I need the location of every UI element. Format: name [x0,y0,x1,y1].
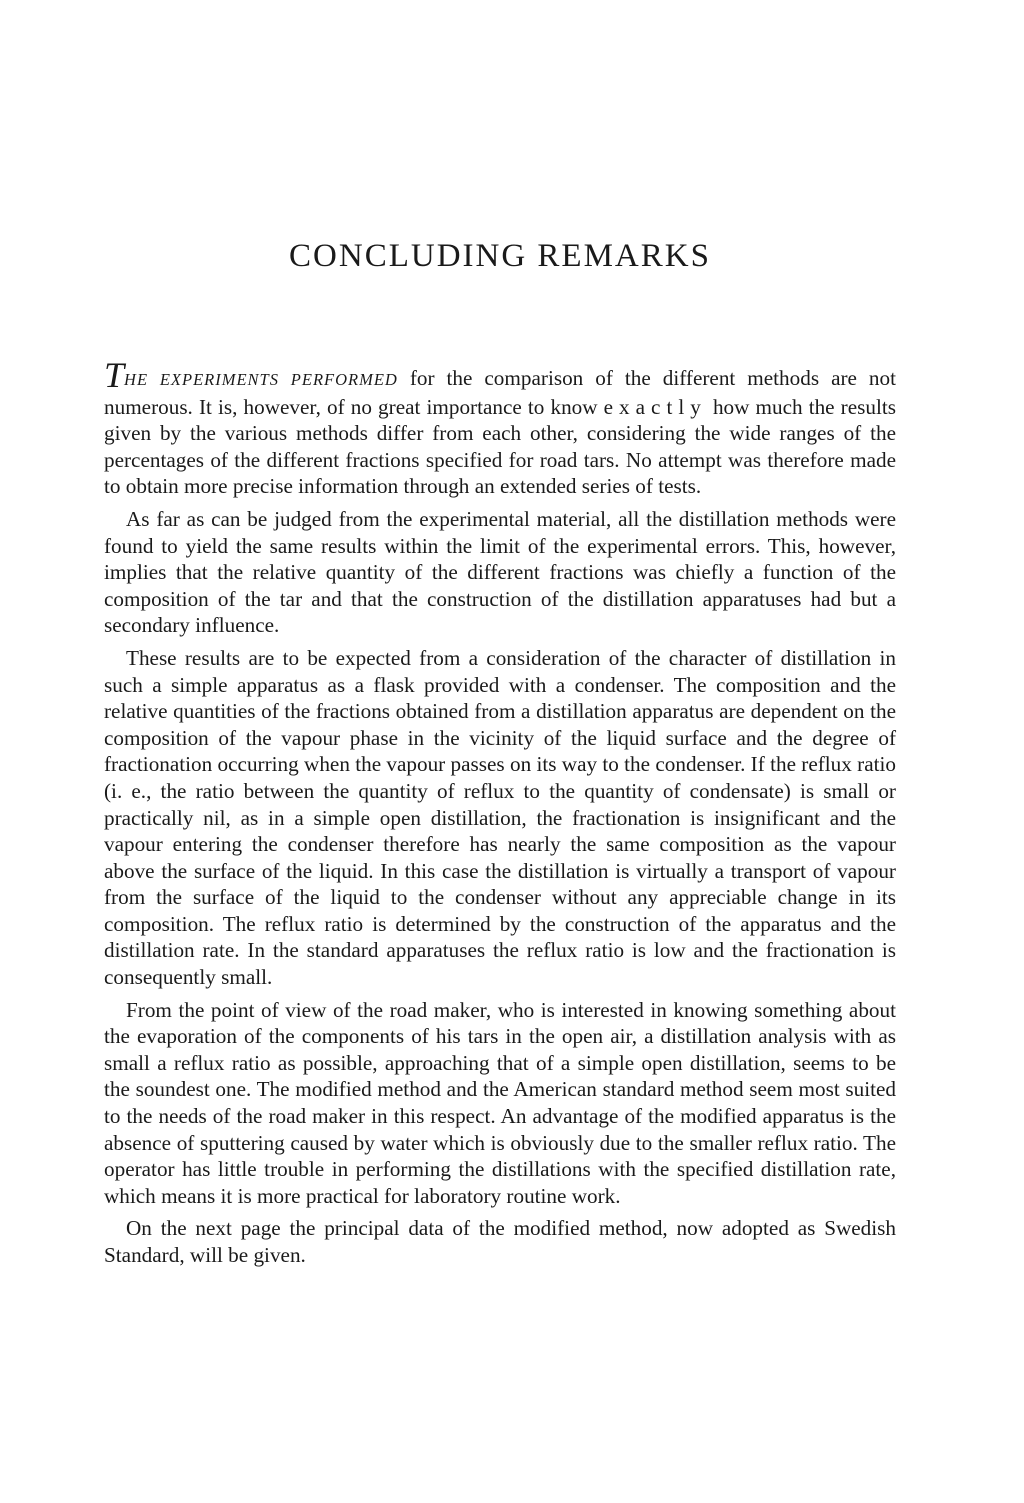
page-title: CONCLUDING REMARKS [289,238,711,274]
paragraph-4: From the point of view of the road maker, who is interested in knowing something about the evaporation of the components of his tars in the open air, a distillation analysis with as small a reflux ratio as possible, approaching that of a simple open distillation, seems to be the soundest one. The modified method and the American standard method seem most suited to the needs of the road maker in this respect. An advantage of the modified apparatus is the absence of sputtering caused by water which is obviously due to the smaller reflux ratio. The operator has little trouble in performing the distillations with the specified distillation rate, which means it is more practical for laboratory routine work. [104,997,896,1208]
drop-cap: T [104,355,125,395]
paragraph-1-text-a: for the comparison of the different methods are not numerous. It is, however, of no great importance to know [104,366,896,419]
paragraph-3: These results are to be expected from a consideration of the character of distillation in such a simple apparatus as a flask provided with a condenser. The composition and the relative quantities of the fractions obtained from a distillation apparatus are dependent on the composition of the vapour phase in the vicinity of the liquid surface and the degree of fractionation occurring when the vapour passes on its way to the condenser. If the reflux ratio (i. e., the ratio between the quantity of reflux to the quantity of condensate) is small or practically nil, as in a simple open distillation, the fractionation is insignificant and the vapour entering the condenser therefore has nearly the same composition as the vapour above the surface of the liquid. In this case the distillation is virtually a transport of vapour from the surface of the liquid to the condenser without any appreciable change in its composition. The reflux ratio is determined by the construction of the apparatus and the distillation rate. In the standard apparatuses the reflux ratio is low and the fractionation is consequently small. [104,645,896,990]
paragraph-lead: HE EXPERIMENTS PERFORMED [124,370,398,389]
paragraph-2: As far as can be judged from the experimental material, all the distillation methods were found to yield the same results within the limit of the experimental errors. This, however, implies that the relative quantity of the different fractions was chiefly a function of the composition of the tar and that the construction of the distillation apparatuses had but a secondary influence. [104,506,896,638]
emphasis-word: exactly [603,394,707,419]
paragraph-5: On the next page the principal data of the modified method, now adopted as Swedish Standard, will be given. [104,1216,896,1267]
paragraph-1-text-b: how much the results given by the various methods differ from each other, considering the wide ranges of the percentages of the different fractions specified for road tars. No attempt was therefore made to obtain more precise information through an extended series of tests. [104,394,896,499]
paragraph-1 [104,357,896,500]
page-content [104,240,896,1275]
